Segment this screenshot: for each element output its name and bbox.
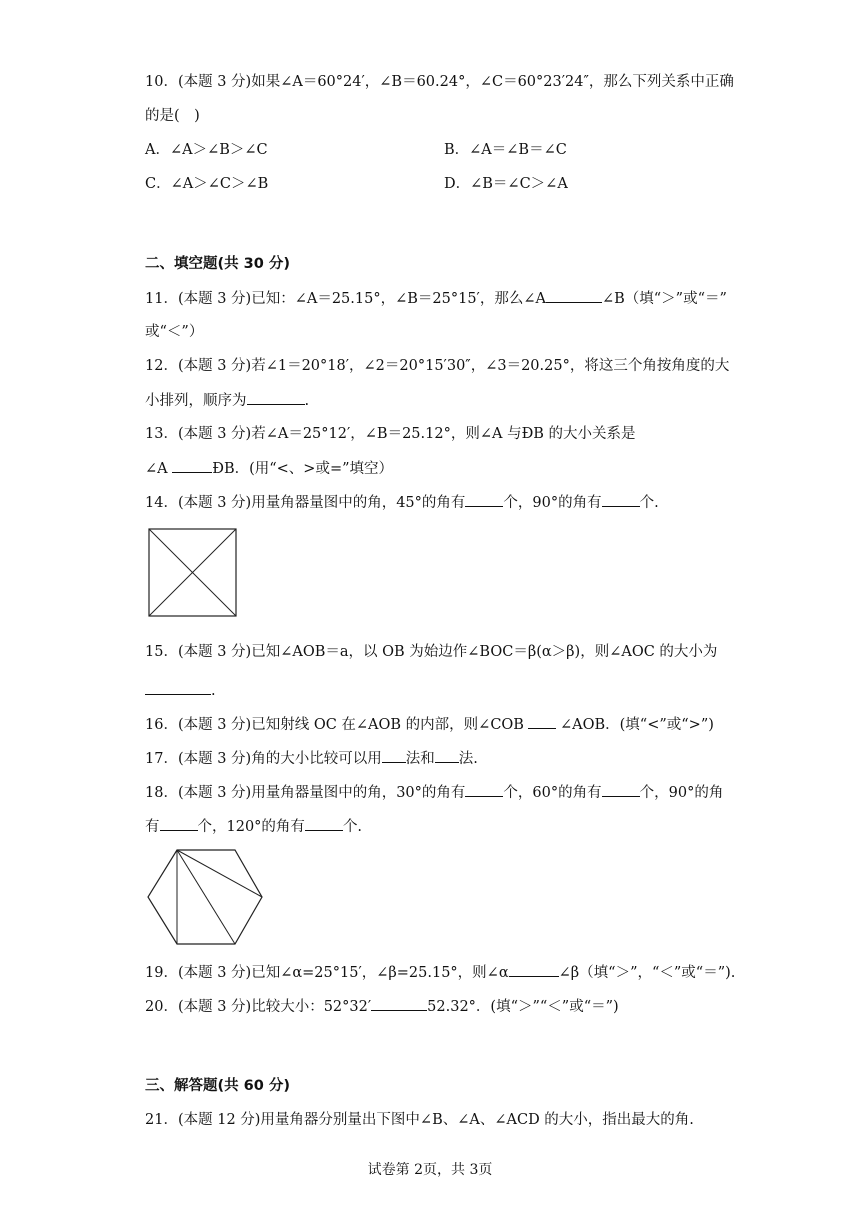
q17-text-c: 法. xyxy=(458,751,478,767)
q14-blank-45[interactable] xyxy=(465,492,503,507)
q12-line1: 12．(本题 3 分)若∠1＝20°18′，∠2＝20°15′30″，∠3＝20.25°，将这三个角按角度的大 xyxy=(145,358,730,374)
q11-line1 xyxy=(145,288,727,309)
q18-text-e: 个，120°的角有 xyxy=(197,819,305,835)
q18-blank-30[interactable] xyxy=(465,782,503,797)
q11-answer-blank[interactable] xyxy=(546,288,602,303)
q12-line2 xyxy=(145,390,309,411)
q13-line2 xyxy=(145,458,393,479)
q14-blank-90[interactable] xyxy=(602,492,640,507)
q13-text-a: ∠A xyxy=(145,461,173,477)
q11-line2: 或“＜”） xyxy=(145,324,204,340)
q18-blank-90[interactable] xyxy=(160,816,198,831)
q18-blank-60[interactable] xyxy=(602,782,640,797)
q14-text-a: 14．(本题 3 分)用量角器量图中的角，45°的角有 xyxy=(145,495,466,511)
q18-text-a: 18．(本题 3 分)用量角器量图中的角，30°的角有 xyxy=(145,785,466,801)
q11-text-a: 11．(本题 3 分)已知：∠A＝25.15°，∠B＝25°15′，那么∠A xyxy=(145,291,546,307)
q18-text-d: 有 xyxy=(145,819,160,835)
q18-blank-120[interactable] xyxy=(305,816,343,831)
q17-blank-2[interactable] xyxy=(435,748,459,763)
q19-text-b: ∠β（填“＞”，“＜”或“＝”). xyxy=(558,965,736,981)
q11-text-b: ∠B（填“＞”或“＝” xyxy=(601,291,727,307)
q10-option-b: B．∠A＝∠B＝∠C xyxy=(444,142,567,158)
section-solution-heading: 三、解答题(共 60 分) xyxy=(145,1078,291,1094)
q13-text-b: ÐB．(用“<、>或=”填空） xyxy=(212,461,394,477)
q15-line2 xyxy=(145,680,216,701)
q18-text-f: 个. xyxy=(342,819,363,835)
q12-text-b: . xyxy=(304,393,310,409)
q10-option-c: C．∠A＞∠C＞∠B xyxy=(145,176,269,192)
q10-option-a: A．∠A＞∠B＞∠C xyxy=(145,142,268,158)
q19-line xyxy=(145,962,735,983)
q15-line1: 15．(本题 3 分)已知∠AOB＝a，以 OB 为始边作∠BOC＝β(α＞β)，则∠AOC 的大小为 xyxy=(145,644,718,660)
q16-text-b: ∠AOB．(填“<”或“>”) xyxy=(559,717,714,733)
q18-line1 xyxy=(145,782,723,803)
q18-text-c: 个，90°的角 xyxy=(639,785,724,801)
q12-text-a: 小排列，顺序为 xyxy=(145,393,247,409)
section-fill-in-heading: 二、填空题(共 30 分) xyxy=(145,256,291,272)
q18-line2 xyxy=(145,816,362,837)
page-footer: 试卷第 2页，共 3页 xyxy=(367,1162,493,1178)
q19-text-a: 19．(本题 3 分)已知∠α=25°15′，∠β=25.15°，则∠α xyxy=(145,965,509,981)
q17-blank-1[interactable] xyxy=(382,748,406,763)
q17-text-b: 法和 xyxy=(405,751,435,767)
q14-text-b: 个，90°的角有 xyxy=(503,495,602,511)
q17-text-a: 17．(本题 3 分)角的大小比较可以用 xyxy=(145,751,382,767)
q17-line xyxy=(145,748,478,769)
q12-answer-blank[interactable] xyxy=(247,390,305,405)
q14-text-c: 个. xyxy=(639,495,659,511)
q20-answer-blank[interactable] xyxy=(371,996,427,1011)
square-with-diagonals-figure xyxy=(148,528,238,618)
q10-stem-line2: 的是( ) xyxy=(145,108,200,124)
q10-stem-line1: 10．(本题 3 分)如果∠A＝60°24′，∠B＝60.24°，∠C＝60°23′24″，那么下列关系中正确 xyxy=(145,74,734,90)
q16-line xyxy=(145,714,714,735)
q15-answer-blank[interactable] xyxy=(145,680,211,695)
q16-answer-blank[interactable] xyxy=(528,714,556,729)
q18-text-b: 个，60°的角有 xyxy=(503,785,602,801)
q20-line xyxy=(145,996,619,1017)
q19-answer-blank[interactable] xyxy=(509,962,559,977)
q13-answer-blank[interactable] xyxy=(172,458,212,473)
q20-text-a: 20．(本题 3 分)比较大小：52°32′ xyxy=(145,999,372,1015)
q20-text-b: 52.32°．(填“＞”“＜”或“＝”) xyxy=(427,999,619,1015)
q14-line xyxy=(145,492,659,513)
q13-line1: 13．(本题 3 分)若∠A＝25°12′，∠B＝25.12°，则∠A 与ÐB 的大小关系是 xyxy=(145,426,636,442)
q15-text-b: . xyxy=(211,683,216,699)
q21-line: 21．(本题 12 分)用量角器分别量出下图中∠B、∠A、∠ACD 的大小，指出最大的角. xyxy=(145,1112,694,1128)
q16-text-a: 16．(本题 3 分)已知射线 OC 在∠AOB 的内部，则∠COB xyxy=(145,717,524,733)
hexagon-with-diagonals-figure xyxy=(146,848,264,948)
q10-option-d: D．∠B＝∠C＞∠A xyxy=(444,176,568,192)
